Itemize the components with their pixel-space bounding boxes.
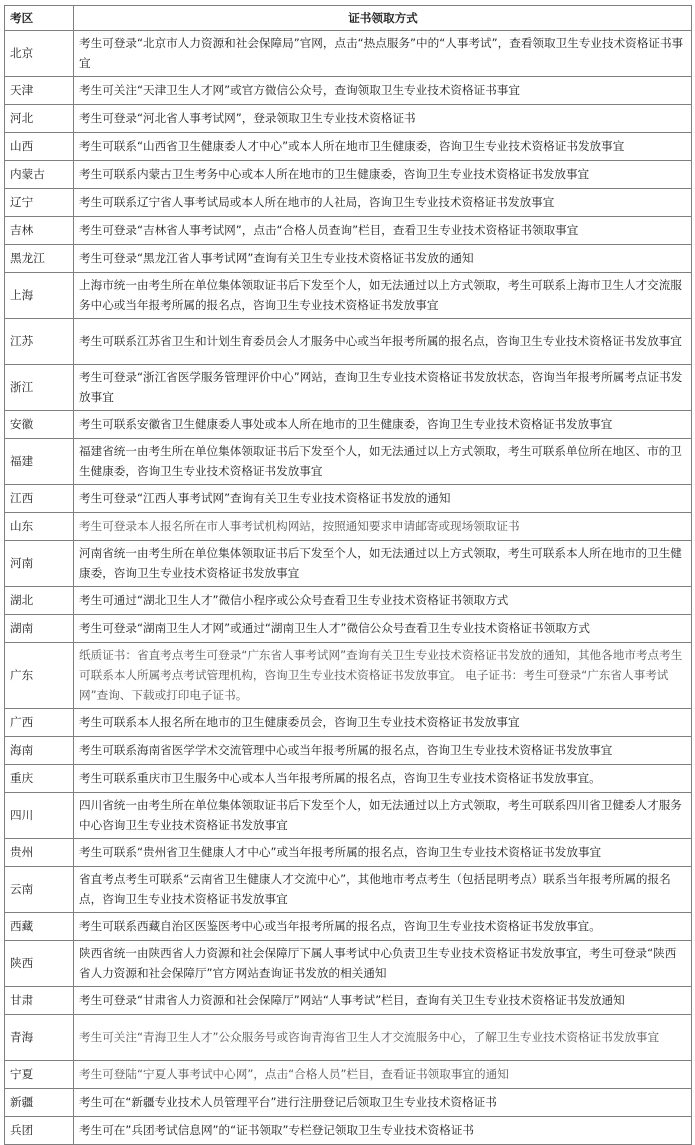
method-cell: 陕西省统一由陕西省人力资源和社会保障厅下属人事考试中心负责卫生专业技术资格证书发放事宜，考生可登录“陕西省人力资源和社会保障厅”官方网站查询证书发放的相关通知	[74, 941, 692, 987]
region-cell: 浙江	[5, 365, 74, 411]
region-cell: 青海	[5, 1015, 74, 1061]
region-cell: 兵团	[5, 1117, 74, 1145]
region-cell: 黑龙江	[5, 245, 74, 273]
region-cell: 河南	[5, 541, 74, 587]
table-row	[5, 839, 692, 867]
region-cell: 江西	[5, 485, 74, 513]
method-cell: 考生可在”兵团考试信息网”的“证书领取”专栏登记领取卫生专业技术资格证书	[74, 1117, 692, 1145]
region-cell: 贵州	[5, 839, 74, 867]
method-cell: 考生可联系内蒙古卫生考务中心或本人所在地市的卫生健康委，咨询卫生专业技术资格证书发放事宜	[74, 161, 692, 189]
method-cell: 考生可联系重庆市卫生服务中心或本人当年报考所属的报名点，咨询卫生专业技术资格证书发放事宜。	[74, 765, 692, 793]
region-cell: 广东	[5, 643, 74, 709]
method-cell: 福建省统一由考生所在单位集体领取证书后下发至个人，如无法通过以上方式领取，考生可联系单位所在地区、市的卫生健康委，咨询卫生专业技术资格证书发放事宜	[74, 439, 692, 485]
method-cell: 考生可登录“浙江省医学服务管理评价中心”网站，查询卫生专业技术资格证书发放状态，咨询当年报考所属考点证书发放事宜	[74, 365, 692, 411]
table-row	[5, 913, 692, 941]
certificate-table	[4, 5, 692, 1145]
region-cell: 陕西	[5, 941, 74, 987]
table-row	[5, 77, 692, 105]
method-cell: 四川省统一由考生所在单位集体领取证书后下发至个人，如无法通过以上方式领取，考生可联系四川省卫健委人才服务中心咨询卫生专业技术资格证书发放事宜	[74, 793, 692, 839]
region-cell: 重庆	[5, 765, 74, 793]
method-cell: 考生可登录“河北省人事考试网”，登录领取卫生专业技术资格证书	[74, 105, 692, 133]
table-row	[5, 1117, 692, 1145]
table-row	[5, 1089, 692, 1117]
region-cell: 福建	[5, 439, 74, 485]
method-cell: 考生可登录“吉林省人事考试网”，点击“合格人员查询”栏目，查看卫生专业技术资格证书领取事宜	[74, 217, 692, 245]
table-row	[5, 31, 692, 77]
method-cell: 省直考点考生可联系“云南省卫生健康人才交流中心”，其他地市考点考生（包括昆明考点）联系当年报考所属的报名点，咨询卫生专业技术资格证书发放事宜	[74, 867, 692, 913]
method-cell: 纸质证书：省直考点考生可登录“广东省人事考试网”查询有关卫生专业技术资格证书发放的通知，其他各地市考点考生可联系本人所属考点考试管理机构，咨询卫生专业技术资格证书发放事宜。 电子证书：考生可登录“广东省人事考试网”查询、下载或打印电子证书。	[74, 643, 692, 709]
method-cell: 考生可关注“青海卫生人才”公众服务号或咨询青海省卫生人才交流服务中心，了解卫生专业技术资格证书发放事宜	[74, 1015, 692, 1061]
method-cell: 考生可联系西藏自治区医鉴医考中心或当年报考所属的报名点，咨询卫生专业技术资格证书发放事宜。	[74, 913, 692, 941]
region-cell: 内蒙古	[5, 161, 74, 189]
method-cell: 考生可登录“江西人事考试网”查询有关卫生专业技术资格证书发放的通知	[74, 485, 692, 513]
method-cell: 考生可登录“甘肃省人力资源和社会保障厅”网站“人事考试”栏目，查询有关卫生专业技术资格证书发放通知	[74, 987, 692, 1015]
table-row	[5, 867, 692, 913]
table-row	[5, 105, 692, 133]
table-row	[5, 245, 692, 273]
region-cell: 云南	[5, 867, 74, 913]
method-cell: 考生可联系本人报名所在地市的卫生健康委员会，咨询卫生专业技术资格证书发放事宜	[74, 709, 692, 737]
method-cell: 上海市统一由考生所在单位集体领取证书后下发至个人，如无法通过以上方式领取，考生可联系上海市卫生人才交流服务中心或当年报考所属的报名点，咨询卫生专业技术资格证书发放事宜	[74, 273, 692, 319]
table-row	[5, 161, 692, 189]
column-header-region: 考区	[5, 6, 74, 31]
table-row	[5, 217, 692, 245]
table-row	[5, 709, 692, 737]
region-cell: 山西	[5, 133, 74, 161]
table-row	[5, 765, 692, 793]
method-cell: 考生可登录“湖南卫生人才网”或通过“湖南卫生人才”微信公众号查看卫生专业技术资格证书领取方式	[74, 615, 692, 643]
column-header-method: 证书领取方式	[74, 6, 692, 31]
table-row	[5, 411, 692, 439]
table-row	[5, 793, 692, 839]
table-row	[5, 513, 692, 541]
region-cell: 湖南	[5, 615, 74, 643]
table-row	[5, 485, 692, 513]
region-cell: 上海	[5, 273, 74, 319]
table-row	[5, 587, 692, 615]
method-cell: 考生可登录“黑龙江省人事考试网”查询有关卫生专业技术资格证书发放的通知	[74, 245, 692, 273]
method-cell: 考生可联系“山西省卫生健康委人才中心”或本人所在地市卫生健康委，咨询卫生专业技术资格证书发放事宜	[74, 133, 692, 161]
method-cell: 考生可登陆“宁夏人事考试中心网”，点击“合格人员”栏目，查看证书领取事宜的通知	[74, 1061, 692, 1089]
region-cell: 四川	[5, 793, 74, 839]
table-row	[5, 643, 692, 709]
table-row	[5, 189, 692, 217]
table-row	[5, 541, 692, 587]
region-cell: 吉林	[5, 217, 74, 245]
table-row	[5, 439, 692, 485]
region-cell: 海南	[5, 737, 74, 765]
method-cell: 考生可登录“北京市人力资源和社会保障局”官网，点击“热点服务”中的“人事考试”，查看领取卫生专业技术资格证书事宜	[74, 31, 692, 77]
method-cell: 考生可联系海南省医学学术交流管理中心或当年报考所属的报名点，咨询卫生专业技术资格证书发放事宜	[74, 737, 692, 765]
table-row	[5, 615, 692, 643]
table-row	[5, 133, 692, 161]
method-cell: 考生可在“新疆专业技术人员管理平台”进行注册登记后领取卫生专业技术资格证书	[74, 1089, 692, 1117]
method-cell: 考生可关注“天津卫生人才网”或官方微信公众号，查询领取卫生专业技术资格证书事宜	[74, 77, 692, 105]
method-cell: 考生可通过“湖北卫生人才”微信小程序或公众号查看卫生专业技术资格证书领取方式	[74, 587, 692, 615]
method-cell: 考生可联系江苏省卫生和计划生育委员会人才服务中心或当年报考所属的报名点，咨询卫生专业技术资格证书发放事宜	[74, 319, 692, 365]
table-row	[5, 941, 692, 987]
table-row	[5, 365, 692, 411]
table-header-row	[5, 6, 692, 31]
method-cell: 考生可联系辽宁省人事考试局或本人所在地市的人社局，咨询卫生专业技术资格证书发放事宜	[74, 189, 692, 217]
region-cell: 北京	[5, 31, 74, 77]
region-cell: 山东	[5, 513, 74, 541]
table-row	[5, 319, 692, 365]
table-row	[5, 987, 692, 1015]
region-cell: 西藏	[5, 913, 74, 941]
table-row	[5, 1015, 692, 1061]
region-cell: 新疆	[5, 1089, 74, 1117]
table-row	[5, 737, 692, 765]
region-cell: 江苏	[5, 319, 74, 365]
region-cell: 河北	[5, 105, 74, 133]
method-cell: 考生可联系安徽省卫生健康委人事处或本人所在地市的卫生健康委，咨询卫生专业技术资格证书发放事宜	[74, 411, 692, 439]
region-cell: 湖北	[5, 587, 74, 615]
method-cell: 考生可登录本人报名所在市人事考试机构网站，按照通知要求申请邮寄或现场领取证书	[74, 513, 692, 541]
region-cell: 辽宁	[5, 189, 74, 217]
method-cell: 考生可联系“贵州省卫生健康人才中心”或当年报考所属的报名点，咨询卫生专业技术资格证书发放事宜	[74, 839, 692, 867]
table-row	[5, 273, 692, 319]
region-cell: 天津	[5, 77, 74, 105]
region-cell: 广西	[5, 709, 74, 737]
table-row	[5, 1061, 692, 1089]
region-cell: 甘肃	[5, 987, 74, 1015]
region-cell: 安徽	[5, 411, 74, 439]
region-cell: 宁夏	[5, 1061, 74, 1089]
method-cell: 河南省统一由考生所在单位集体领取证书后下发至个人，如无法通过以上方式领取，考生可联系本人所在地市的卫生健康委，咨询卫生专业技术资格证书发放事宜	[74, 541, 692, 587]
